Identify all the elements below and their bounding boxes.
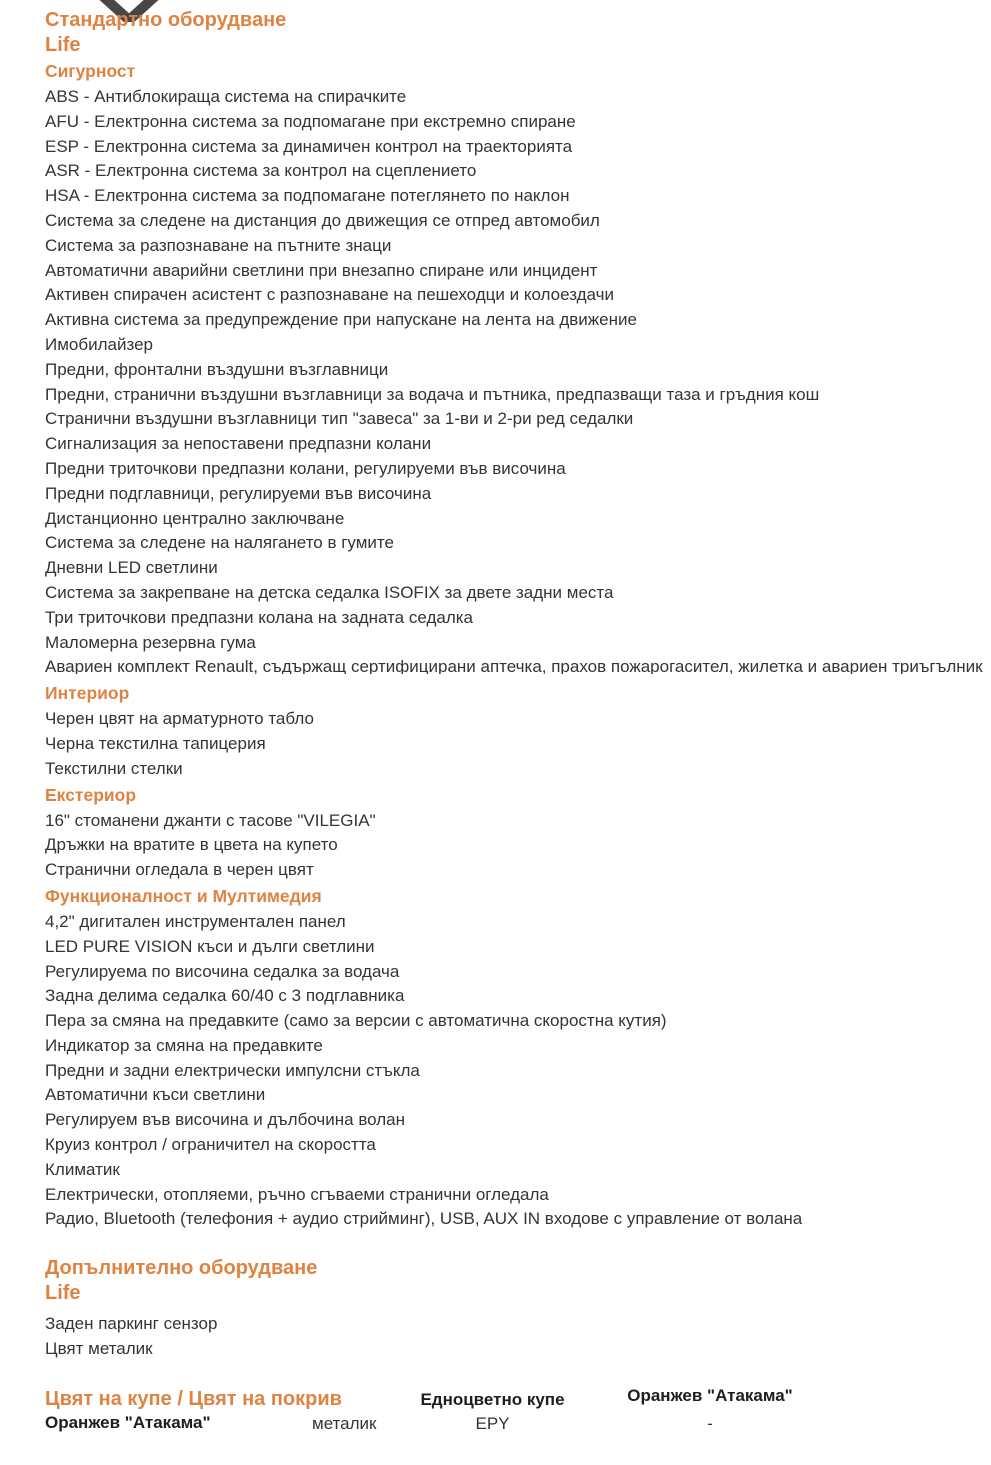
additional-items	[45, 1312, 991, 1362]
equipment-document	[45, 8, 991, 1456]
equipment-item: Сигнализация за непоставени предпазни колани	[45, 434, 432, 454]
additional-equipment-block	[45, 1256, 991, 1362]
equipment-item: Цвят металик	[45, 1339, 153, 1359]
color-table-header-body-roof: Цвят на купе / Цвят на покрив	[45, 1387, 342, 1410]
section-heading-functionality: Функционалност и Мултимедия	[45, 885, 322, 906]
equipment-item: Система за разпознаване на пътните знаци	[45, 235, 392, 255]
section-interior	[45, 680, 991, 781]
section-items-exterior	[45, 809, 991, 883]
equipment-item: Дръжки на вратите в цвета на купето	[45, 835, 338, 855]
equipment-item: Авариен комплект Renault, съдържащ сертифицирани аптечка, прахов пожарогасител, жилетка и авариен триъгълник	[45, 657, 983, 675]
section-security	[45, 58, 991, 674]
section-heading-interior: Интериор	[45, 683, 130, 704]
section-functionality	[45, 883, 991, 1232]
equipment-item: ABS - Антиблокираща система на спирачките	[45, 87, 407, 106]
equipment-item: Предни и задни електрически импулсни стъкла	[45, 1060, 420, 1080]
equipment-item: Система за следене на налягането в гумите	[45, 533, 394, 553]
standard-equipment-title: Стандартно оборудване	[45, 9, 287, 31]
equipment-item: Имобилайзер	[45, 334, 153, 354]
equipment-item: Електрически, отопляеми, ръчно сгъваеми странични огледала	[45, 1184, 549, 1204]
equipment-item: Дистанционно централно заключване	[45, 508, 345, 528]
equipment-item: Климатик	[45, 1159, 120, 1179]
color-code-cell: EPY	[475, 1413, 510, 1433]
section-heading-security: Сигурност	[45, 61, 136, 81]
equipment-item: AFU - Електронна система за подпомагане при екстремно спиране	[45, 111, 576, 131]
equipment-item: LED PURE VISION къси и дълги светлини	[45, 936, 375, 956]
equipment-item: Круиз контрол / ограничител на скоростта	[45, 1135, 376, 1155]
color-finish-cell: металик	[312, 1413, 377, 1433]
equipment-item: Заден паркинг сензор	[45, 1314, 218, 1334]
equipment-item: Пера за смяна на предавките (само за версии с автоматична скоростна кутия)	[45, 1011, 667, 1031]
color-table-header-solid-body: Едноцветно купе	[420, 1389, 565, 1409]
standard-trim-label: Life	[45, 34, 81, 56]
section-items-security	[45, 85, 991, 674]
equipment-item: Маломерна резервна гума	[45, 632, 256, 652]
equipment-item: Странични въздушни възглавници тип "завеса" за 1-ви и 2-ри ред седалки	[45, 409, 634, 429]
equipment-item: 4,2" дигитален инструментален панел	[45, 911, 346, 931]
equipment-item: Черна текстилна тапицерия	[45, 733, 266, 753]
roof-value-cell: -	[707, 1413, 713, 1433]
equipment-item: Предни, странични въздушни възглавници за водача и пътника, предпазващи таза и гръдния кош	[45, 384, 820, 404]
equipment-item: Система за закрепване на детска седалка ISOFIX за двете задни места	[45, 582, 614, 602]
section-items-functionality	[45, 910, 991, 1232]
equipment-item: ESP - Електронна система за динамичен контрол на траекторията	[45, 136, 573, 156]
equipment-item: Активна система за предупреждение при напускане на лента на движение	[45, 310, 637, 330]
equipment-item: Индикатор за смяна на предавките	[45, 1035, 323, 1055]
equipment-item: Активен спирачен асистент с разпознаване на пешеходци и колоездачи	[45, 285, 614, 305]
color-table-header-orange-atacama: Оранжев "Атакама"	[627, 1385, 793, 1405]
equipment-item: Дневни LED светлини	[45, 558, 218, 578]
equipment-item: Автоматични аварийни светлини при внезапно спиране или инцидент	[45, 260, 598, 280]
section-items-interior	[45, 707, 991, 781]
additional-equipment-title: Допълнително оборудване	[45, 1257, 318, 1280]
color-name-cell: Оранжев "Атакама"	[45, 1412, 211, 1432]
section-heading-exterior: Екстериор	[45, 784, 137, 805]
equipment-item: Радио, Bluetooth (телефония + аудио стрийминг), USB, AUX IN входове с управление от волана	[45, 1209, 803, 1229]
color-table	[45, 1386, 991, 1456]
equipment-item: Предни триточкови предпазни колани, регулируеми във височина	[45, 458, 566, 478]
equipment-item: Регулируем във височина и дълбочина волан	[45, 1110, 406, 1130]
equipment-item: Предни подглавници, регулируеми във височина	[45, 483, 432, 503]
equipment-item: Регулируема по височина седалка за водача	[45, 961, 400, 981]
equipment-item: Черен цвят на арматурното табло	[45, 709, 314, 729]
equipment-item: Три триточкови предпазни колана на задната седалка	[45, 607, 474, 627]
equipment-item: Предни, фронтални въздушни възглавници	[45, 359, 389, 379]
equipment-item: Странични огледала в черен цвят	[45, 860, 314, 880]
equipment-item: Система за следене на дистанция до движещия се отпред автомобил	[45, 210, 600, 230]
equipment-item: 16" стоманени джанти с тасове "VILEGIA"	[45, 810, 376, 830]
equipment-item: Текстилни стелки	[45, 758, 183, 778]
section-exterior	[45, 782, 991, 883]
equipment-item: Задна делима седалка 60/40 с 3 подглавника	[45, 986, 405, 1006]
equipment-item: Автоматични къси светлини	[45, 1085, 266, 1105]
equipment-item: ASR - Електронна система за контрол на сцеплението	[45, 161, 477, 181]
equipment-item: HSA - Електронна система за подпомагане потеглянето по наклон	[45, 186, 570, 206]
additional-trim-label: Life	[45, 1282, 81, 1305]
